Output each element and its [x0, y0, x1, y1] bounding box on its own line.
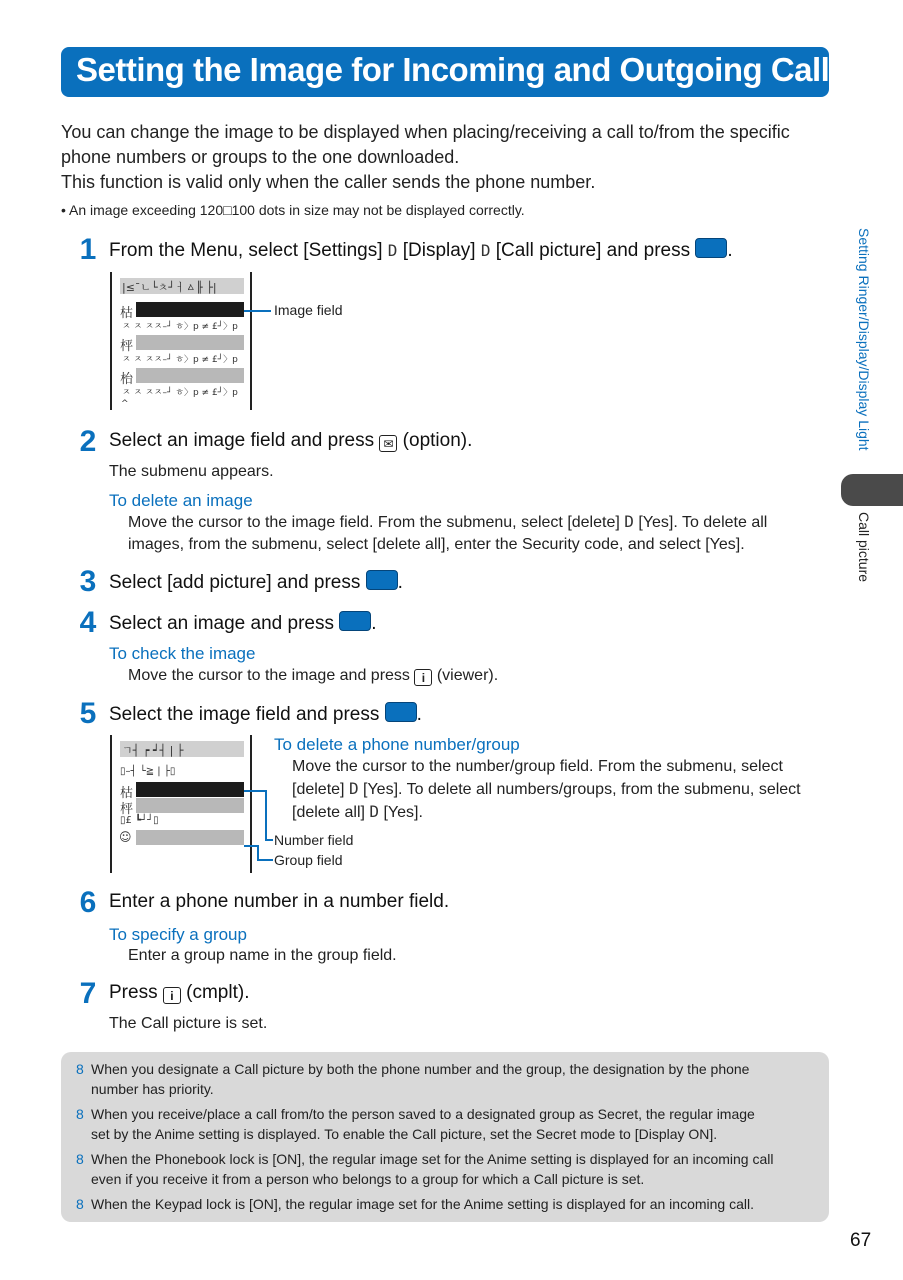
envelope-key-icon: ✉ — [379, 435, 397, 452]
step-6-number: 6 — [79, 886, 97, 919]
page-number: 67 — [850, 1230, 872, 1251]
screen-header: |≤ˉㄴ└ㅊ┘ㅓㅿ╟ ├| — [122, 281, 217, 294]
step-2-number: 2 — [79, 425, 97, 458]
step-6-text: Enter a phone number in a number field. — [109, 891, 450, 912]
step-4-part-a: Select an image and press — [109, 613, 334, 634]
intro-line-2: phone numbers or groups to the one downloaded. — [61, 147, 460, 167]
step-7-part-a: Press — [109, 982, 158, 1003]
step-2-part-b: (option). — [402, 430, 473, 451]
note-marker: 8 — [76, 1061, 84, 1077]
delete-image-text-a: Move the cursor to the image field. From the submenu, select [delete] — [128, 514, 620, 531]
call-picture-screen — [110, 272, 252, 410]
notes-box — [61, 1052, 829, 1222]
step-1-part-c: [Call picture] and press — [495, 240, 691, 261]
title-banner — [61, 47, 848, 97]
page-title: Setting the Image for Incoming and Outgoing Calls — [76, 51, 848, 88]
image-row-text-1: ㅈ ㅈ ㅈㅈ–┘ ㅎ〉p ≠ £┘〉p — [122, 322, 238, 332]
image-field-selected[interactable] — [136, 302, 244, 317]
note-line: set by the Anime setting is displayed. To enable the Call picture, set the Secret mode to [Display ON]. — [91, 1126, 718, 1142]
note-line: When the Phonebook lock is [ON], the regular image set for the Anime setting is displayed for an incoming call — [91, 1151, 774, 1167]
center-key-icon — [695, 238, 727, 258]
step-1-number: 1 — [79, 233, 97, 266]
group-field-callout: Group field — [274, 852, 343, 868]
step-7-number: 7 — [79, 977, 97, 1010]
image-field-label-3: 枱 — [120, 372, 134, 387]
step-4-end: . — [371, 613, 377, 634]
delete-image-text-c: images, from the submenu, select [delete all], enter the Security code, and select [Yes]. — [128, 536, 745, 553]
screen2-line-5: ▯£ ┗┘┘▯ — [120, 815, 159, 826]
sidebar-tab — [841, 474, 903, 506]
delete-number-text-c1: [delete all] — [292, 804, 365, 821]
group-callout-v — [257, 845, 259, 860]
center-key-icon — [339, 611, 371, 631]
sidebar-section-label: Setting Ringer/Display/Display Light — [856, 228, 872, 451]
check-image-text-b: (viewer). — [436, 667, 499, 684]
intro-line-1: You can change the image to be displayed when placing/receiving a call to/from the specific — [61, 122, 790, 142]
arrow-icon: D — [480, 241, 491, 260]
step-7-note: The Call picture is set. — [109, 1015, 268, 1032]
note-marker: 8 — [76, 1106, 84, 1122]
image-field-callout: Image field — [274, 302, 343, 318]
group-icon: ☺ — [119, 830, 132, 844]
sidebar-topic-label: Call picture — [856, 512, 872, 583]
note-item — [76, 1059, 818, 1099]
step-5-part-a: Select the image field and press — [109, 704, 380, 725]
delete-number-text-b2: [Yes]. To delete all numbers/groups, from the submenu, select — [363, 781, 801, 798]
delete-image-body — [128, 511, 833, 556]
number-field-selected[interactable] — [136, 782, 244, 797]
step-5-number: 5 — [79, 697, 97, 730]
arrow-icon: D — [624, 512, 634, 531]
step-7-part-b: (cmplt). — [186, 982, 250, 1003]
note-marker: 8 — [76, 1151, 84, 1167]
intro-text — [61, 120, 836, 195]
step-1-part-a: From the Menu, select [Settings] — [109, 240, 383, 261]
delete-number-text-b1: [delete] — [292, 781, 345, 798]
specify-group-heading: To specify a group — [109, 925, 247, 944]
note-line: even if you receive it from a person who belongs to a group for which a Call picture is set. — [91, 1171, 645, 1187]
number-field-label-2: 枰 — [120, 802, 134, 817]
step-1-end: . — [727, 240, 733, 261]
delete-number-body — [292, 756, 837, 824]
delete-number-text-c2: [Yes]. — [383, 804, 423, 821]
note-line: number has priority. — [91, 1081, 214, 1097]
note-item — [76, 1194, 818, 1214]
center-key-icon — [366, 570, 398, 590]
arrow-icon: D — [369, 802, 380, 821]
note-line: When you receive/place a call from/to the person saved to a designated group as Secret, the regular image — [91, 1106, 755, 1122]
step-3-part-a: Select [add picture] and press — [109, 572, 361, 593]
number-callout-h1 — [244, 790, 266, 792]
step-3-number: 3 — [79, 565, 97, 598]
image-field-label-2: 枰 — [120, 339, 134, 354]
step-7-text — [109, 982, 249, 1004]
step-2-note: The submenu appears. — [109, 463, 274, 480]
number-field-callout: Number field — [274, 832, 354, 848]
number-callout-v — [265, 790, 267, 840]
check-image-heading: To check the image — [109, 644, 256, 663]
step-5-text — [109, 702, 422, 726]
center-key-icon — [385, 702, 417, 722]
delete-number-heading: To delete a phone number/group — [274, 735, 520, 754]
step-3-text — [109, 570, 403, 594]
number-field-2[interactable] — [136, 798, 244, 813]
group-field[interactable] — [136, 830, 244, 845]
step-1-part-b: [Display] — [402, 240, 476, 261]
image-row-text-2: ㅈ ㅈ ㅈㅈ–┘ ㅎ〉p ≠ £┘〉p — [122, 355, 238, 365]
step-2-text — [109, 430, 472, 452]
intro-line-3: This function is valid only when the caller sends the phone number. — [61, 172, 596, 192]
delete-image-heading: To delete an image — [109, 491, 253, 510]
number-field-label-1: 枯 — [120, 786, 134, 801]
note-item — [76, 1149, 818, 1189]
group-callout-h1 — [244, 845, 258, 847]
specify-group-body: Enter a group name in the group field. — [128, 947, 397, 964]
screen-foot: ^ — [121, 399, 129, 409]
step-2-part-a: Select an image field and press — [109, 430, 375, 451]
image-field-callout-line — [244, 310, 271, 312]
size-bullet: • An image exceeding 120□100 dots in size may not be displayed correctly. — [61, 202, 525, 218]
image-field-3[interactable] — [136, 368, 244, 383]
arrow-icon: D — [387, 241, 398, 260]
step-3-end: . — [397, 572, 403, 593]
note-marker: 8 — [76, 1196, 84, 1212]
screen2-header: ㄱ┤ ┍ ┙┤ | ├ — [122, 744, 184, 757]
step-4-text — [109, 611, 377, 635]
number-group-screen — [110, 735, 252, 873]
delete-image-text-b: [Yes]. To delete all — [638, 514, 768, 531]
arrow-icon: D — [348, 779, 359, 798]
image-field-2[interactable] — [136, 335, 244, 350]
note-line: When you designate a Call picture by both the phone number and the group, the designation by the phone — [91, 1061, 750, 1077]
screen2-line-2: ▯–┤ └≧ | ├▯ — [120, 766, 176, 777]
i-key-icon: i — [163, 987, 181, 1004]
number-callout-h2 — [265, 839, 273, 841]
note-line: When the Keypad lock is [ON], the regular image set for the Anime setting is displayed for an incoming call. — [91, 1196, 754, 1212]
group-callout-h2 — [257, 859, 273, 861]
delete-number-text-a: Move the cursor to the number/group field. From the submenu, select — [292, 758, 783, 775]
image-field-label-1: 枯 — [120, 306, 134, 321]
check-image-text-a: Move the cursor to the image and press — [128, 667, 410, 684]
step-5-end: . — [416, 704, 422, 725]
note-item — [76, 1104, 818, 1144]
i-key-icon: i — [414, 669, 432, 686]
step-1-text — [109, 238, 733, 262]
check-image-body — [128, 665, 498, 687]
step-4-number: 4 — [79, 606, 97, 639]
image-row-text-3: ㅈ ㅈ ㅈㅈ–┘ ㅎ〉p ≠ £┘〉p — [122, 388, 238, 398]
